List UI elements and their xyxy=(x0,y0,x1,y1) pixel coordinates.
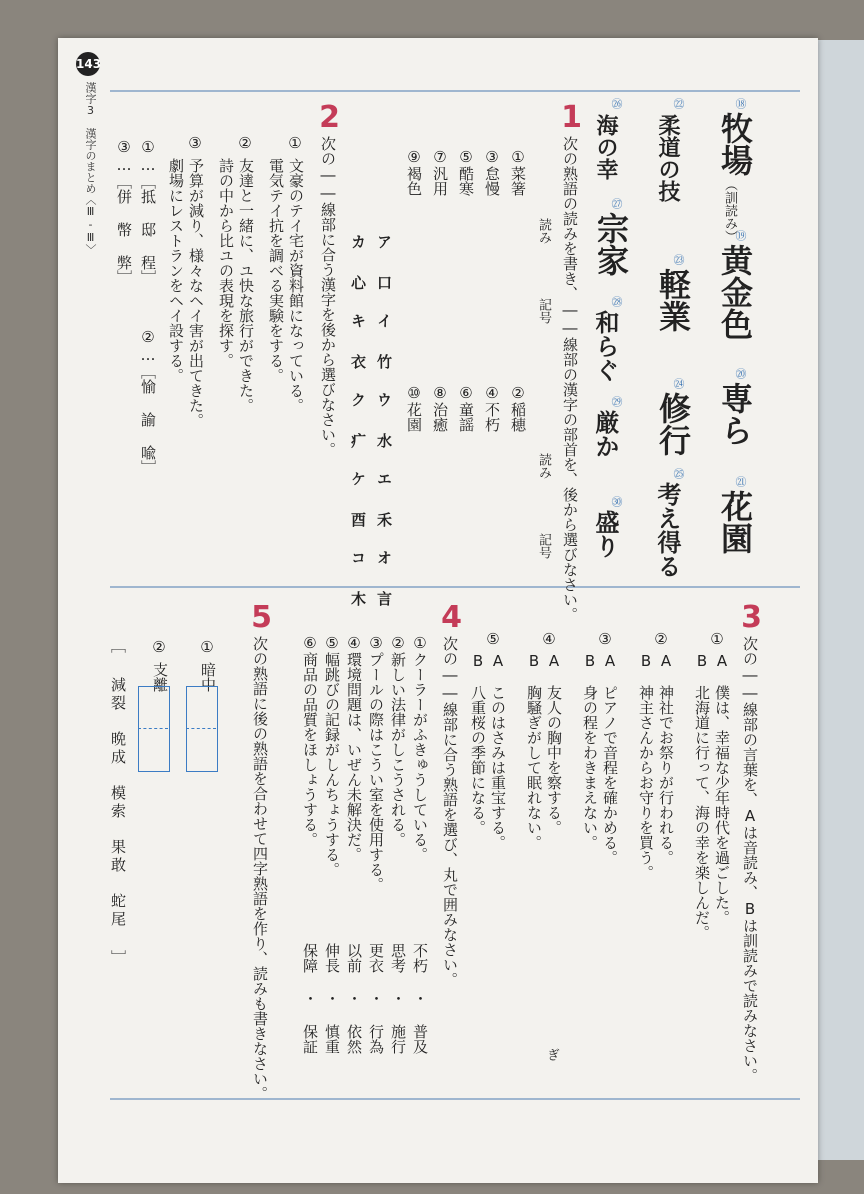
q5-item-number: ① xyxy=(198,638,216,656)
q4-sentence: クーラーがふきゅうしている。 xyxy=(411,652,429,862)
q2-sentence: 文豪のテイ宅が資料館になっている。 xyxy=(287,158,305,413)
q2-sentence: 予算が減り、様々なヘイ害が出てきた。 xyxy=(187,158,205,428)
radical-choices-row2: カ 心 キ 衣 ク 疒 ケ 酉 コ 木 xyxy=(349,234,367,610)
q2-sentence: 電気テイ抗を調べる実験をする。 xyxy=(267,158,285,383)
q1-item-number: ㉘ xyxy=(610,296,623,307)
q1-word: 花園 xyxy=(716,490,754,554)
q2-item-number: ③ xyxy=(186,134,204,152)
q4-choices: 思考 ・ 施行 xyxy=(389,943,407,1054)
top-rule xyxy=(110,90,800,92)
q3-label-b: B xyxy=(581,652,599,670)
q3-sentence-a: 友人の胸中を察する。 xyxy=(545,685,563,835)
sub-item-number: ② xyxy=(509,384,527,402)
q3-label-b: B xyxy=(525,652,543,670)
sub-item-word: 怠慢 xyxy=(483,166,501,196)
q3-label-a: A xyxy=(489,652,507,670)
q3-instruction: 次の――線部の言葉を、Aは音読み、Bは訓読みで読みなさい。 xyxy=(741,636,759,1083)
q1-item-number: ㉖ xyxy=(610,98,623,109)
q1-word: 海の幸 xyxy=(593,114,618,180)
q3-label-a: A xyxy=(657,652,675,670)
q3-label-b: B xyxy=(469,652,487,670)
q3-sentence-a: このはさみは重宝する。 xyxy=(489,685,507,850)
adjacent-page-edge xyxy=(818,40,864,1160)
sub-item-word: 菜箸 xyxy=(509,166,527,196)
side-title: 漢字3 漢字のまとめ〈Ⅲ-Ⅲ〉 xyxy=(84,82,97,255)
q4-number: 4 xyxy=(434,600,469,635)
q3-hint: ぎ xyxy=(544,1048,559,1061)
q1-item-number: ⑱ xyxy=(734,98,747,109)
q3-sentence-b: 神主さんからお守りを買う。 xyxy=(637,685,655,880)
sub-item-word: 稲穂 xyxy=(509,402,527,432)
q2-number: 2 xyxy=(312,100,347,135)
sub-item-word: 花園 xyxy=(405,402,423,432)
q1-word: 宗家 xyxy=(592,212,630,276)
q4-item-number: ⑤ xyxy=(323,634,341,652)
q3-item-number: ④ xyxy=(540,630,558,648)
q2-sentence: 詩の中から比ユの表現を探す。 xyxy=(217,158,235,368)
q1-instruction: 次の熟語の読みを書き、――線部の漢字の部首を、後から選びなさい。 xyxy=(561,136,579,622)
q1-item-number: ⑳ xyxy=(734,368,747,379)
radical-choices-row1: ア 口 イ 竹 ウ 水 エ 禾 オ 言 xyxy=(375,234,393,610)
q3-label-a: A xyxy=(713,652,731,670)
q4-item-number: ② xyxy=(389,634,407,652)
label-kigo: 記号 xyxy=(536,298,551,324)
q4-sentence: プールの際はこうい室を使用する。 xyxy=(367,652,385,892)
q2-choices: ③…［併 幣 弊］ xyxy=(115,138,133,285)
q2-choices: ②…［愉 諭 喩］ xyxy=(139,328,157,475)
q4-sentence: 商品の品質をほしょうする。 xyxy=(301,652,319,847)
sub-item-number: ⑥ xyxy=(457,384,475,402)
q2-sentence: 友達と一緒に、ユ快な旅行ができた。 xyxy=(237,158,255,413)
q4-sentence: 環境問題は、いぜん未解決だ。 xyxy=(345,652,363,862)
label-yomi: 読み xyxy=(536,453,551,479)
q4-choices: 以前 ・ 依然 xyxy=(345,943,363,1054)
q4-choices: 不朽 ・ 普及 xyxy=(411,943,429,1054)
q2-sentence: 劇場にレストランをヘイ設する。 xyxy=(167,158,185,383)
q5-instruction: 次の熟語に後の熟語を合わせて四字熟語を作り、読みも書きなさい。 xyxy=(251,636,269,1101)
q4-item-number: ③ xyxy=(367,634,385,652)
q5-choices: ［ 減裂 晩成 模索 果敢 蛇尾 ］ xyxy=(109,638,127,968)
label-yomi: 読み xyxy=(536,218,551,244)
sub-item-word: 酷寒 xyxy=(457,166,475,196)
label-kigo: 記号 xyxy=(536,533,551,559)
q3-sentence-a: 神社でお祭りが行われる。 xyxy=(657,685,675,865)
q1-word: 柔道の技 xyxy=(655,114,680,202)
q4-sentence: 幅跳びの記録がしんちょうする。 xyxy=(323,652,341,877)
q1-word: 牧場 xyxy=(716,112,754,176)
q2-instruction: 次の――線部に合う漢字を後から選びなさい。 xyxy=(319,136,337,457)
q1-item-number: ㉑ xyxy=(734,476,747,487)
q3-number: 3 xyxy=(734,600,769,635)
middle-rule xyxy=(110,586,800,588)
q2-item-number: ① xyxy=(286,134,304,152)
q5-number: 5 xyxy=(244,600,279,635)
q3-item-number: ③ xyxy=(596,630,614,648)
q1-item-number: ㉙ xyxy=(610,396,623,407)
q5-word: 支離 xyxy=(151,662,169,692)
q2-item-number: ② xyxy=(236,134,254,152)
sub-item-word: 童謡 xyxy=(457,402,475,432)
q3-item-number: ⑤ xyxy=(484,630,502,648)
q3-item-number: ① xyxy=(708,630,726,648)
q4-item-number: ④ xyxy=(345,634,363,652)
q5-answer-box[interactable] xyxy=(138,686,170,772)
q3-sentence-b: 身の程をわきまえない。 xyxy=(581,685,599,850)
q1-word: 黄金色 xyxy=(716,244,754,340)
workbook-page xyxy=(58,38,818,1183)
q3-sentence-a: 僕は、幸福な少年時代を過ごした。 xyxy=(713,685,731,925)
q1-word: 専ら xyxy=(716,382,754,446)
q1-word: 盛り xyxy=(591,510,619,558)
sub-item-word: 褐色 xyxy=(405,166,423,196)
q1-item-number: ㉔ xyxy=(672,378,685,389)
q4-sentence: 新しい法律がしこうされる。 xyxy=(389,652,407,847)
sub-item-word: 治癒 xyxy=(431,402,449,432)
q3-item-number: ② xyxy=(652,630,670,648)
q3-label-a: A xyxy=(601,652,619,670)
sub-item-word: 汎用 xyxy=(431,166,449,196)
q4-choices: 保障 ・ 保証 xyxy=(301,943,319,1054)
sub-item-number: ⑩ xyxy=(405,384,423,402)
q5-item-number: ② xyxy=(150,638,168,656)
q4-item-number: ⑥ xyxy=(301,634,319,652)
q3-label-b: B xyxy=(693,652,711,670)
page-number: 143 xyxy=(76,52,100,76)
q1-word: 軽業 xyxy=(654,268,692,332)
q3-sentence-b: 胸騒ぎがして眠れない。 xyxy=(525,685,543,850)
sub-item-number: ⑦ xyxy=(431,148,449,166)
q1-word-note: （訓読み） xyxy=(722,178,737,243)
q3-label-b: B xyxy=(637,652,655,670)
sub-item-number: ⑨ xyxy=(405,148,423,166)
q4-choices: 伸長 ・ 慎重 xyxy=(323,943,341,1054)
q1-word: 修行 xyxy=(654,392,692,456)
q1-word: 和らぐ xyxy=(591,310,619,382)
q3-label-a: A xyxy=(545,652,563,670)
q4-choices: 更衣 ・ 行為 xyxy=(367,943,385,1054)
q1-word: 厳か xyxy=(591,410,619,458)
bottom-rule xyxy=(110,1098,800,1100)
q3-sentence-b: 八重桜の季節になる。 xyxy=(469,685,487,835)
q1-item-number: ㉒ xyxy=(672,98,685,109)
q1-item-number: ㉕ xyxy=(672,468,685,479)
q1-item-number: ㉗ xyxy=(610,198,623,209)
q1-number: 1 xyxy=(554,100,589,135)
q3-sentence-a: ピアノで音程を確かめる。 xyxy=(601,685,619,865)
sub-item-number: ④ xyxy=(483,384,501,402)
q5-answer-box[interactable] xyxy=(186,686,218,772)
sub-item-word: 不朽 xyxy=(483,402,501,432)
sub-item-number: ③ xyxy=(483,148,501,166)
sub-item-number: ⑧ xyxy=(431,384,449,402)
q1-item-number: ㉚ xyxy=(610,496,623,507)
q1-item-number: ⑲ xyxy=(734,230,747,241)
sub-item-number: ① xyxy=(509,148,527,166)
q5-answer-box-divider xyxy=(138,728,168,729)
q3-sentence-b: 北海道に行って、海の幸を楽しんだ。 xyxy=(693,685,711,940)
q4-instruction: 次の――線部に合う熟語を選び、丸で囲みなさい。 xyxy=(441,636,459,987)
q1-word: 考え得る xyxy=(653,482,681,578)
q1-item-number: ㉓ xyxy=(672,254,685,265)
q5-word: 暗中 xyxy=(199,662,217,692)
q5-answer-box-divider xyxy=(186,728,216,729)
q4-item-number: ① xyxy=(411,634,429,652)
sub-item-number: ⑤ xyxy=(457,148,475,166)
q2-choices: ①…［抵 邸 程］ xyxy=(139,138,157,285)
